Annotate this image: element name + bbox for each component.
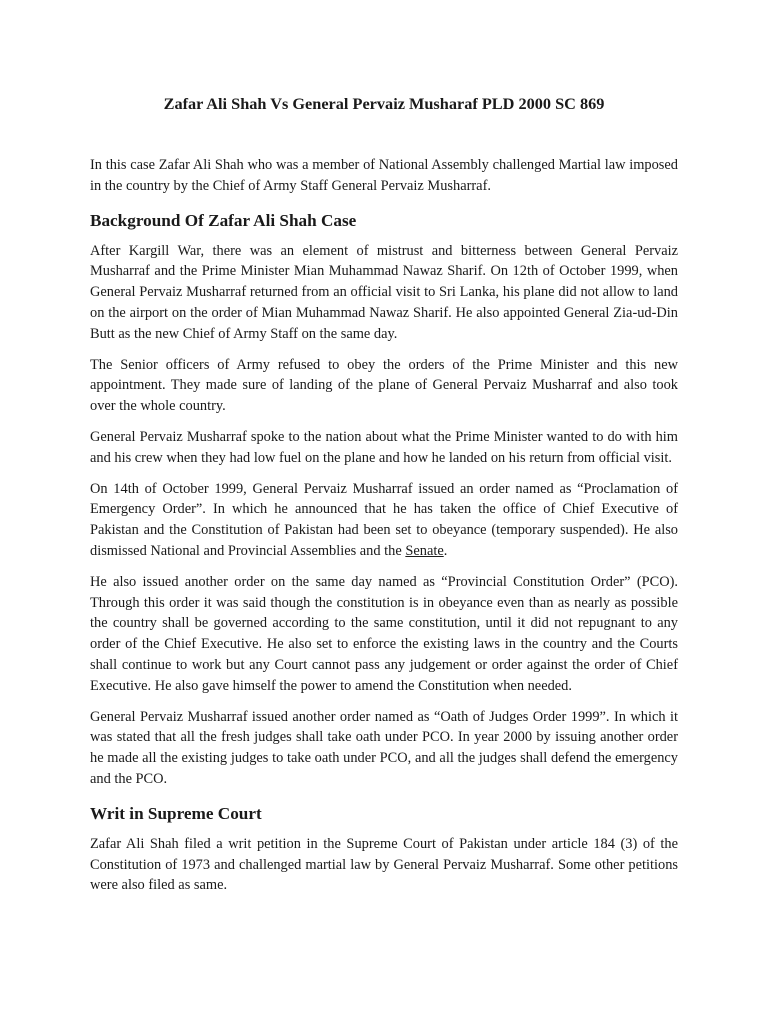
paragraph-4-text: On 14th of October 1999, General Pervaiz Musharraf issued an order named as “Proclamation of Emergency Order”. In which he announced that he has taken the office of Chief Executive of Pakistan and the Constitution of Pakistan had been set to obeyance (temporary suspended). He also dismissed National and Provincial Assemblies and the [90,480,678,559]
paragraph-4-end: . [443,542,448,559]
background-heading: Background Of Zafar Ali Shah Case [90,210,357,230]
document-page [90,94,678,906]
background-paragraph-2: The Senior officers of Army refused to obey the orders of the Prime Minister and this new appointment. They made sure of landing of the plane of General Pervaiz Musharraf and also took over the whole country. [90,356,678,415]
document-title: Zafar Ali Shah Vs General Pervaiz Musharaf PLD 2000 SC 869 [163,94,605,113]
intro-paragraph: In this case Zafar Ali Shah who was a member of National Assembly challenged Martial law imposed in the country by the Chief of Army Staff General Pervaiz Musharraf. [90,157,678,194]
writ-paragraph-1: Zafar Ali Shah filed a writ petition in the Supreme Court of Pakistan under article 184 (3) of the Constitution of 1973 and challenged martial law by General Pervaiz Musharraf. Some other petitions were also filed as same. [90,835,678,894]
senate-link[interactable]: Senate [405,542,444,559]
background-paragraph-1: After Kargill War, there was an element of mistrust and bitterness between General Pervaiz Musharraf and the Prime Minister Mian Muhammad Nawaz Sharif. On 12th of October 1999, when General Pervaiz Musharraf returned from an official visit to Sri Lanka, his plane did not allow to land on the airport on the order of Mian Muhammad Nawaz Sharif. He also appointed General Zia-ud-Din Butt as the new Chief of Army Staff on the same day. [90,242,678,342]
background-paragraph-5: He also issued another order on the same day named as “Provincial Constitution Order” (PCO). Through this order it was said though the constitution is in obeyance even than as nearly as possible the country shall be governed according to the same constitution, until it did not repugnant to any order of the Chief Executive. He also set to enforce the existing laws in the country and the Courts shall continue to work but any Court cannot pass any judgement or order against the order of Chief Executive. He also gave himself the power to amend the Constitution when needed. [90,573,678,694]
background-paragraph-3: General Pervaiz Musharraf spoke to the nation about what the Prime Minister wanted to do with him and his crew when they had low fuel on the plane and how he landed on his return from official visit. [90,428,678,466]
writ-heading: Writ in Supreme Court [90,803,262,823]
background-paragraph-4 [90,479,678,562]
background-paragraph-6: General Pervaiz Musharraf issued another order named as “Oath of Judges Order 1999”. In which it was stated that all the fresh judges shall take oath under PCO. In year 2000 by issuing another order he made all the existing judges to take oath under PCO, and all the judges shall defend the emergency and the PCO. [90,708,678,787]
